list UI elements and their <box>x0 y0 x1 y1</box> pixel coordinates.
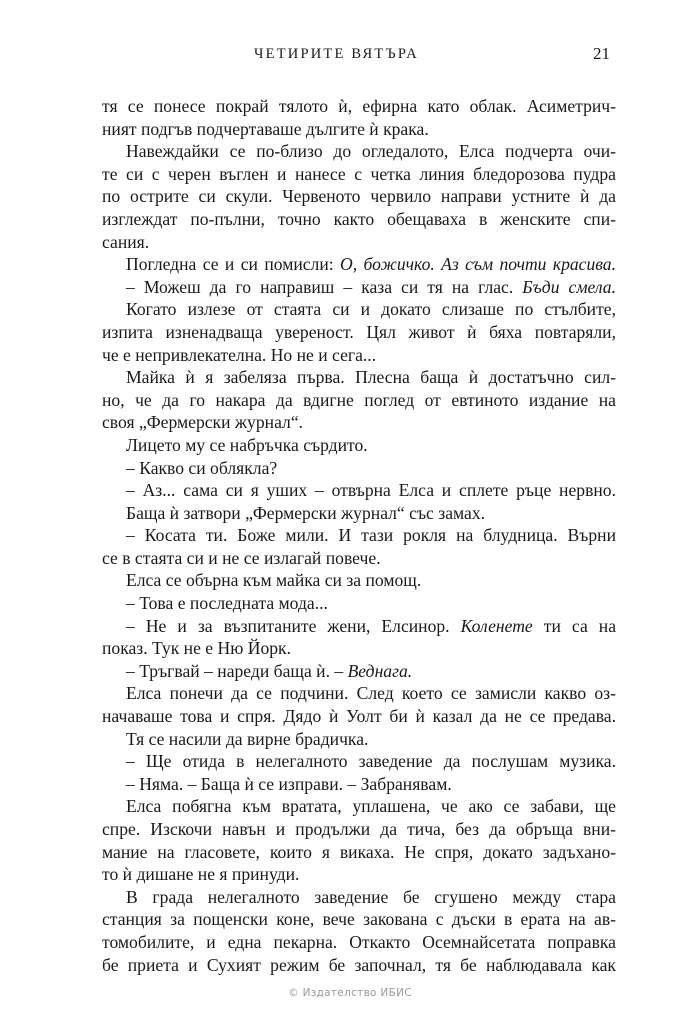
text-line: изпита изненадваща увереност. Цял живот ѝ бяха повтаряли, <box>102 321 616 342</box>
text-line: но, че да го накара да вдигне поглед от евтиното издание на <box>102 389 616 410</box>
text-line: – Косата ти. Боже мили. И тази рокля на блудница. Върни <box>126 525 616 546</box>
text-line: тя се понесе покрай тялото ѝ, ефирна като облак. Асиметрич- <box>102 96 616 116</box>
text-line: спре. Изскочи навън и продължи да тича, без да обръща вни- <box>102 819 616 839</box>
copyright-footer: © Издателство ИБИС <box>288 987 412 999</box>
text-line: че е непривлекателна. Но не и сега... <box>102 344 377 365</box>
text-line: – Тръгвай – нареди баща ѝ. – Веднага. <box>126 660 413 681</box>
text-line: – Аз... сама си я уших – отвърна Елса и сплете ръце нервно. <box>126 480 616 501</box>
text-line: своя „Фермерски журнал“. <box>102 412 304 433</box>
text-line: се в стаята си и не се излагай повече. <box>102 547 381 568</box>
text-line: Тя се насили да вирне брадичка. <box>126 728 369 749</box>
text-line: начаваше това и спря. Дядо ѝ Уолт би ѝ казал да не се предава. <box>102 706 616 727</box>
text-line: – Няма. – Баща ѝ се изправи. – Забранявам. <box>126 773 452 794</box>
page-header <box>103 46 610 70</box>
text-line: Погледна се и си помисли: О, божичко. Аз съм почти красива. <box>126 254 616 275</box>
text-line: Когато излезе от стаята си и докато слизаше по стълбите, <box>126 299 616 320</box>
text-line: ният подгъв подчертаваше дългите ѝ крака. <box>102 118 429 139</box>
text-line: Майка ѝ я забеляза първа. Плесна баща ѝ достатъчно сил- <box>126 367 616 388</box>
running-title: ЧЕТИРИТЕ ВЯТЪРА <box>254 46 419 62</box>
text-line: бе приета и Сухият режим бе започнал, тя бе наблюдавала как <box>102 954 616 975</box>
text-line: изглеждат по-пълни, точно както обещаваха в женските спи- <box>102 208 616 229</box>
text-line: по острите си скули. Червеното червило направи устните ѝ да <box>102 186 616 207</box>
text-line: В града нелегалното заведение бе сгушено между стара <box>126 886 616 907</box>
text-line: – Не и за възпитаните жени, Елсинор. Коленете ти са на <box>126 615 617 636</box>
text-line: те си с черен въглен и нанесе с четка линия бледорозова пудра <box>102 163 616 184</box>
book-text <box>102 95 616 976</box>
text-line: Лицето му се набръчка сърдито. <box>126 434 368 455</box>
text-line: сания. <box>102 231 150 252</box>
text-line: Елса се обърна към майка си за помощ. <box>126 570 422 591</box>
text-line: томобилите, и една пекарна. Откакто Осемнайсетата поправка <box>102 931 616 952</box>
text-line: Навеждайки се по-близо до огледалото, Елса подчерта очи- <box>126 141 616 162</box>
text-line: Баща ѝ затвори „Фермерски журнал“ със замах. <box>126 502 486 523</box>
text-line: Елса побягна към вратата, уплашена, че ако се забави, ще <box>126 796 616 817</box>
text-line: Елса понечи да се подчини. След което се замисли какво оз- <box>126 683 616 704</box>
text-line: – Ще отида в нелегалното заведение да послушам музика. <box>126 751 616 772</box>
text-line: – Какво си облякла? <box>126 457 278 478</box>
text-line: станция за пощенски коне, вече закована с дъски в ерата на ав- <box>102 909 616 930</box>
text-line: показ. Тук не е Ню Йорк. <box>102 638 291 659</box>
text-line: то ѝ дишане не я принуди. <box>102 864 300 885</box>
text-line: – Това е последната мода... <box>126 593 328 614</box>
text-line: – Можеш да го направиш – каза си тя на глас. Бъди смела. <box>126 276 616 297</box>
text-line: мание на гласовете, които я викаха. Не спря, докато задъхано- <box>102 841 616 862</box>
page-number: 21 <box>593 44 610 63</box>
